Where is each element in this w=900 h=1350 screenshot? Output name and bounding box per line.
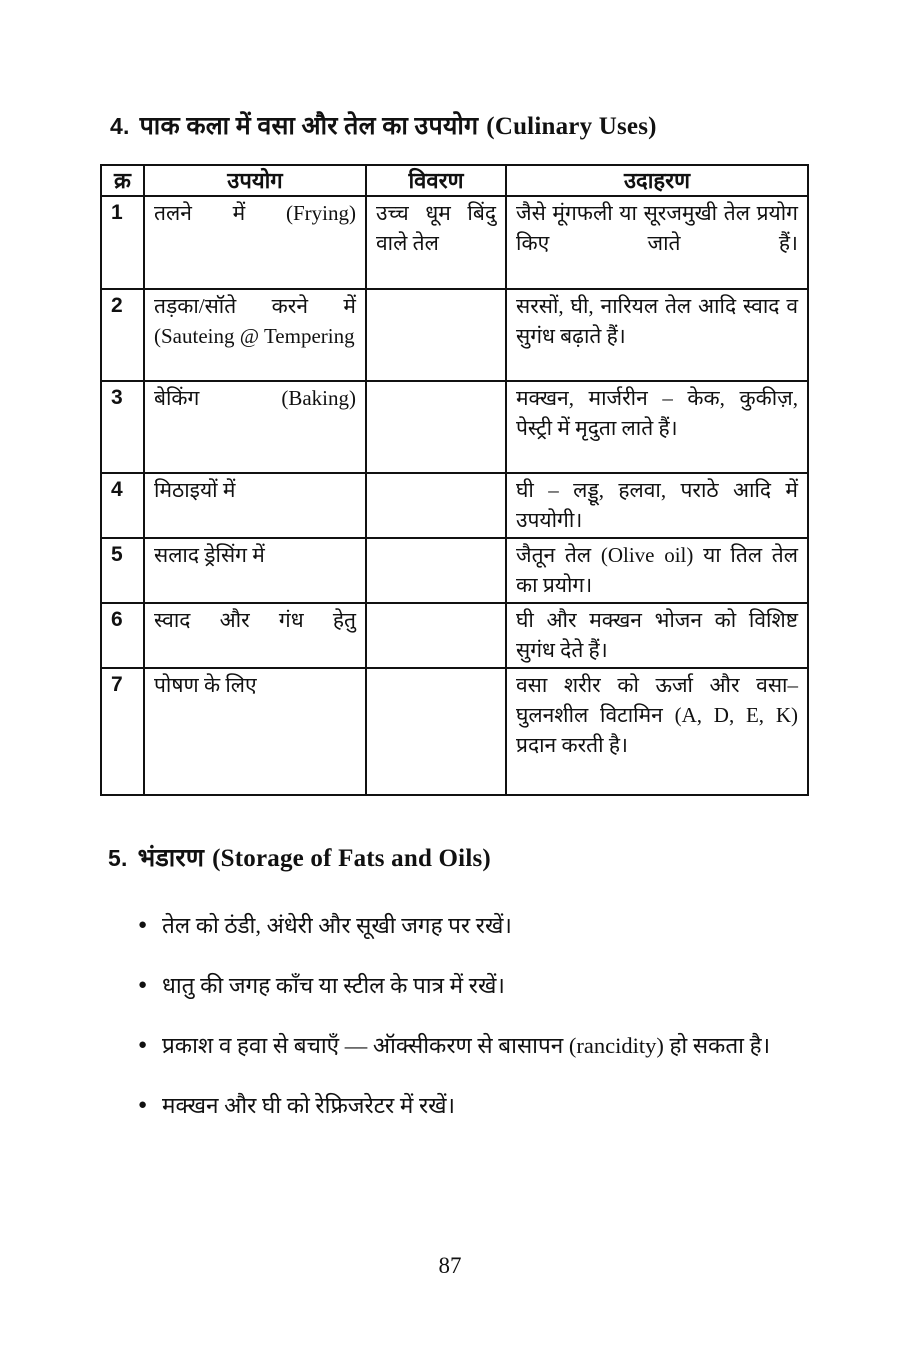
- cell-serial: 1: [101, 196, 144, 289]
- cell-serial: 5: [101, 538, 144, 603]
- column-header-description: विवरण: [366, 165, 506, 196]
- bullet-icon: ●: [138, 1097, 148, 1113]
- bullet-icon: ●: [138, 977, 148, 993]
- cell-description: [366, 473, 506, 538]
- culinary-uses-table: [100, 164, 809, 796]
- table-row: [101, 289, 808, 381]
- table-header-row: [101, 165, 808, 196]
- cell-example: सरसों, घी, नारियल तेल आदि स्वाद व सुगंध बढ़ाते हैं।: [506, 289, 808, 381]
- cell-use: सलाद ड्रेसिंग में: [144, 538, 366, 603]
- section-4-heading: [110, 108, 657, 142]
- bullet-icon: ●: [138, 1037, 148, 1053]
- list-item: [138, 1023, 810, 1068]
- cell-description: [366, 381, 506, 473]
- cell-serial: 6: [101, 603, 144, 668]
- table-row: [101, 538, 808, 603]
- cell-example: जैसे मूंगफली या सूरजमुखी तेल प्रयोग किए जाते हैं।: [506, 196, 808, 289]
- cell-example: मक्खन, मार्जरीन – केक, कुकीज़, पेस्ट्री में मृदुता लाते हैं।: [506, 381, 808, 473]
- list-item: [138, 903, 810, 948]
- bullet-text: मक्खन और घी को रेफ्रिजरेटर में रखें।: [162, 1093, 456, 1118]
- bullet-text: प्रकाश व हवा से बचाएँ — ऑक्सीकरण से बासापन (rancidity) हो सकता है।: [162, 1033, 771, 1058]
- cell-description: [366, 603, 506, 668]
- section-5-heading: [108, 840, 491, 874]
- cell-description: [366, 668, 506, 795]
- cell-use: तड़का/सॉते करने में (Sauteing @ Tempering: [144, 289, 366, 381]
- cell-serial: 2: [101, 289, 144, 381]
- list-item: [138, 1083, 810, 1128]
- column-header-use: उपयोग: [144, 165, 366, 196]
- cell-use: पोषण के लिए: [144, 668, 366, 795]
- section-5-title-english: (Storage of Fats and Oils): [212, 845, 491, 872]
- cell-use: मिठाइयों में: [144, 473, 366, 538]
- cell-use: बेकिंग (Baking): [144, 381, 366, 473]
- cell-use: स्वाद और गंध हेतु: [144, 603, 366, 668]
- section-4-title-english: (Culinary Uses): [486, 113, 657, 140]
- bullet-text: तेल को ठंडी, अंधेरी और सूखी जगह पर रखें।: [162, 913, 512, 938]
- section-5-title-hindi: भंडारण: [137, 845, 205, 872]
- cell-description: [366, 289, 506, 381]
- list-item: [138, 963, 810, 1008]
- section-4-number: 4.: [110, 113, 130, 139]
- cell-description: उच्च धूम बिंदु वाले तेल: [366, 196, 506, 289]
- table-row: [101, 473, 808, 538]
- cell-use: तलने में (Frying): [144, 196, 366, 289]
- table-row: [101, 668, 808, 795]
- page-number: 87: [438, 1253, 462, 1278]
- table-row: [101, 381, 808, 473]
- cell-example: घी और मक्खन भोजन को विशिष्ट सुगंध देते हैं।: [506, 603, 808, 668]
- cell-description: [366, 538, 506, 603]
- cell-example: वसा शरीर को ऊर्जा और वसा–घुलनशील विटामिन (A, D, E, K) प्रदान करती है।: [506, 668, 808, 795]
- section-5-number: 5.: [108, 845, 128, 871]
- cell-example: जैतून तेल (Olive oil) या तिल तेल का प्रयोग।: [506, 538, 808, 603]
- cell-serial: 4: [101, 473, 144, 538]
- cell-serial: 3: [101, 381, 144, 473]
- cell-example: घी – लड्डू, हलवा, पराठे आदि में उपयोगी।: [506, 473, 808, 538]
- table-row: [101, 196, 808, 289]
- column-header-example: उदाहरण: [506, 165, 808, 196]
- section-4-title-hindi: पाक कला में वसा और तेल का उपयोग: [139, 113, 479, 140]
- cell-serial: 7: [101, 668, 144, 795]
- bullet-icon: ●: [138, 917, 148, 933]
- table-row: [101, 603, 808, 668]
- bullet-text: धातु की जगह काँच या स्टील के पात्र में रखें।: [162, 973, 505, 998]
- column-header-serial: क्र: [101, 165, 144, 196]
- storage-bullet-list: [138, 903, 810, 1143]
